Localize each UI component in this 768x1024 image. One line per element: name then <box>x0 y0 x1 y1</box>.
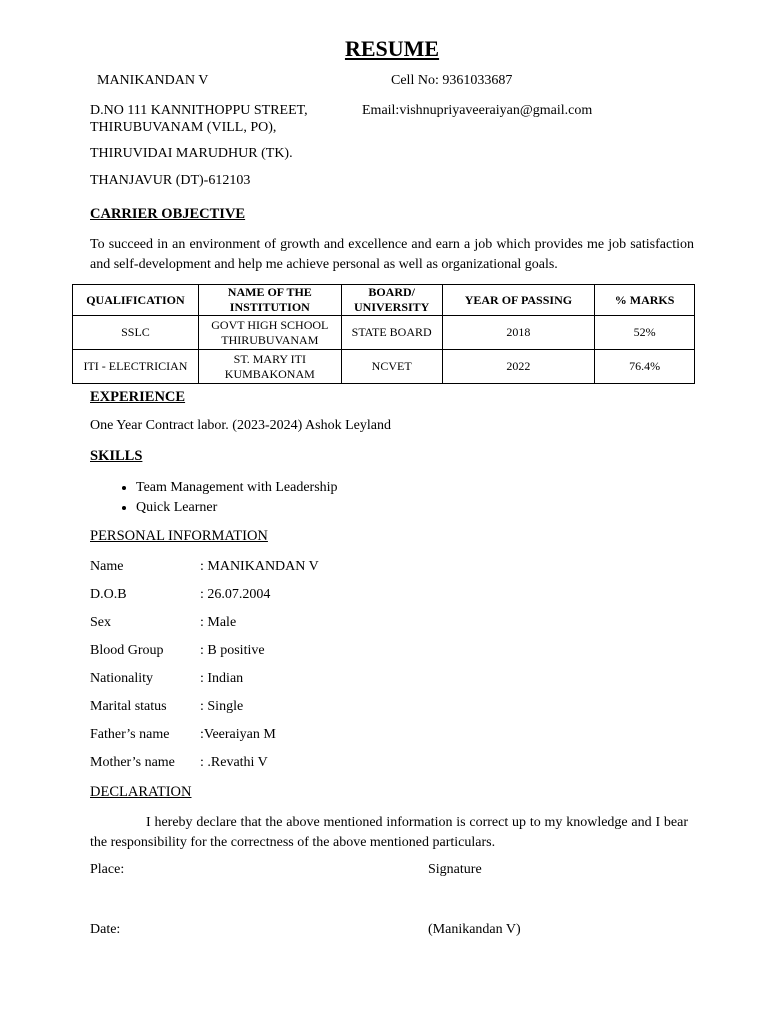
field-value-blood-group: : B positive <box>200 643 265 658</box>
email-address: Email:vishnupriyaveeraiyan@gmail.com <box>362 103 593 118</box>
cell-year: 2018 <box>442 316 595 350</box>
cell-institution: GOVT HIGH SCHOOL THIRUBUVANAM <box>198 316 341 350</box>
field-label-sex: Sex <box>90 615 111 630</box>
cell-qualification: ITI - ELECTRICIAN <box>73 350 199 384</box>
experience-heading: EXPERIENCE <box>90 389 186 405</box>
field-value-nationality: : Indian <box>200 671 244 686</box>
field-label-name: Name <box>90 559 124 574</box>
header-qualification: QUALIFICATION <box>73 285 199 316</box>
cell-institution: ST. MARY ITI KUMBAKONAM <box>198 350 341 384</box>
list-item: • Team Management with Leadership <box>136 478 338 498</box>
date-label: Date: <box>90 922 121 937</box>
experience-text: One Year Contract labor. (2023-2024) Ashok Leyland <box>90 418 391 433</box>
table-row <box>73 350 695 384</box>
address-line-3: THIRUVIDAI MARUDHUR (TK). <box>90 146 293 161</box>
header-board: BOARD/ UNIVERSITY <box>341 285 442 316</box>
signatory-name: (Manikandan V) <box>428 922 521 937</box>
address-line-2: THIRUBUVANAM (VILL, PO), <box>90 120 277 135</box>
cell-board: STATE BOARD <box>341 316 442 350</box>
signature-label: Signature <box>428 862 482 877</box>
field-value-marital-status: : Single <box>200 699 244 714</box>
field-label-mothers-name: Mother’s name <box>90 755 175 770</box>
cell-qualification: SSLC <box>73 316 199 350</box>
field-value-mothers-name: : .Revathi V <box>200 755 268 770</box>
field-label-blood-group: Blood Group <box>90 643 164 658</box>
field-value-sex: : Male <box>200 615 237 630</box>
field-label-fathers-name: Father’s name <box>90 727 170 742</box>
field-label-dob: D.O.B <box>90 587 127 602</box>
cell-marks: 76.4% <box>595 350 695 384</box>
list-item: • Quick Learner <box>136 498 338 518</box>
field-value-dob: : 26.07.2004 <box>200 587 271 602</box>
candidate-name: MANIKANDAN V <box>97 73 209 88</box>
field-label-marital-status: Marital status <box>90 699 167 714</box>
place-label: Place: <box>90 862 125 877</box>
cell-number: Cell No: 9361033687 <box>391 73 513 88</box>
address-line-4: THANJAVUR (DT)-612103 <box>90 173 251 188</box>
cell-year: 2022 <box>442 350 595 384</box>
declaration-heading: DECLARATION <box>90 784 192 800</box>
header-marks: % MARKS <box>595 285 695 316</box>
cell-marks: 52% <box>595 316 695 350</box>
cell-board: NCVET <box>341 350 442 384</box>
resume-title: RESUME <box>344 36 440 61</box>
field-label-nationality: Nationality <box>90 671 153 686</box>
education-header-row <box>73 285 695 316</box>
address-line-1: D.NO 111 KANNITHOPPU STREET, <box>90 103 308 118</box>
header-year: YEAR OF PASSING <box>442 285 595 316</box>
table-row <box>73 316 695 350</box>
header-institution: NAME OF THE INSTITUTION <box>198 285 341 316</box>
skills-list <box>112 478 338 518</box>
objective-text: To succeed in an environment of growth and excellence and earn a job which provides me job satisfaction and self-development and help me achieve personal as well as organizational goals. <box>90 237 694 272</box>
field-value-name: : MANIKANDAN V <box>200 559 319 574</box>
skills-heading: SKILLS <box>90 448 143 464</box>
declaration-text: I hereby declare that the above mentioned information is correct up to my knowledge and I bear the responsibility for the correctness of the above mentioned particulars. <box>90 815 688 850</box>
personal-info-heading: PERSONAL INFORMATION <box>90 528 268 544</box>
field-value-fathers-name: :Veeraiyan M <box>200 727 276 742</box>
education-table <box>72 284 695 384</box>
objective-heading: CARRIER OBJECTIVE <box>90 206 246 222</box>
